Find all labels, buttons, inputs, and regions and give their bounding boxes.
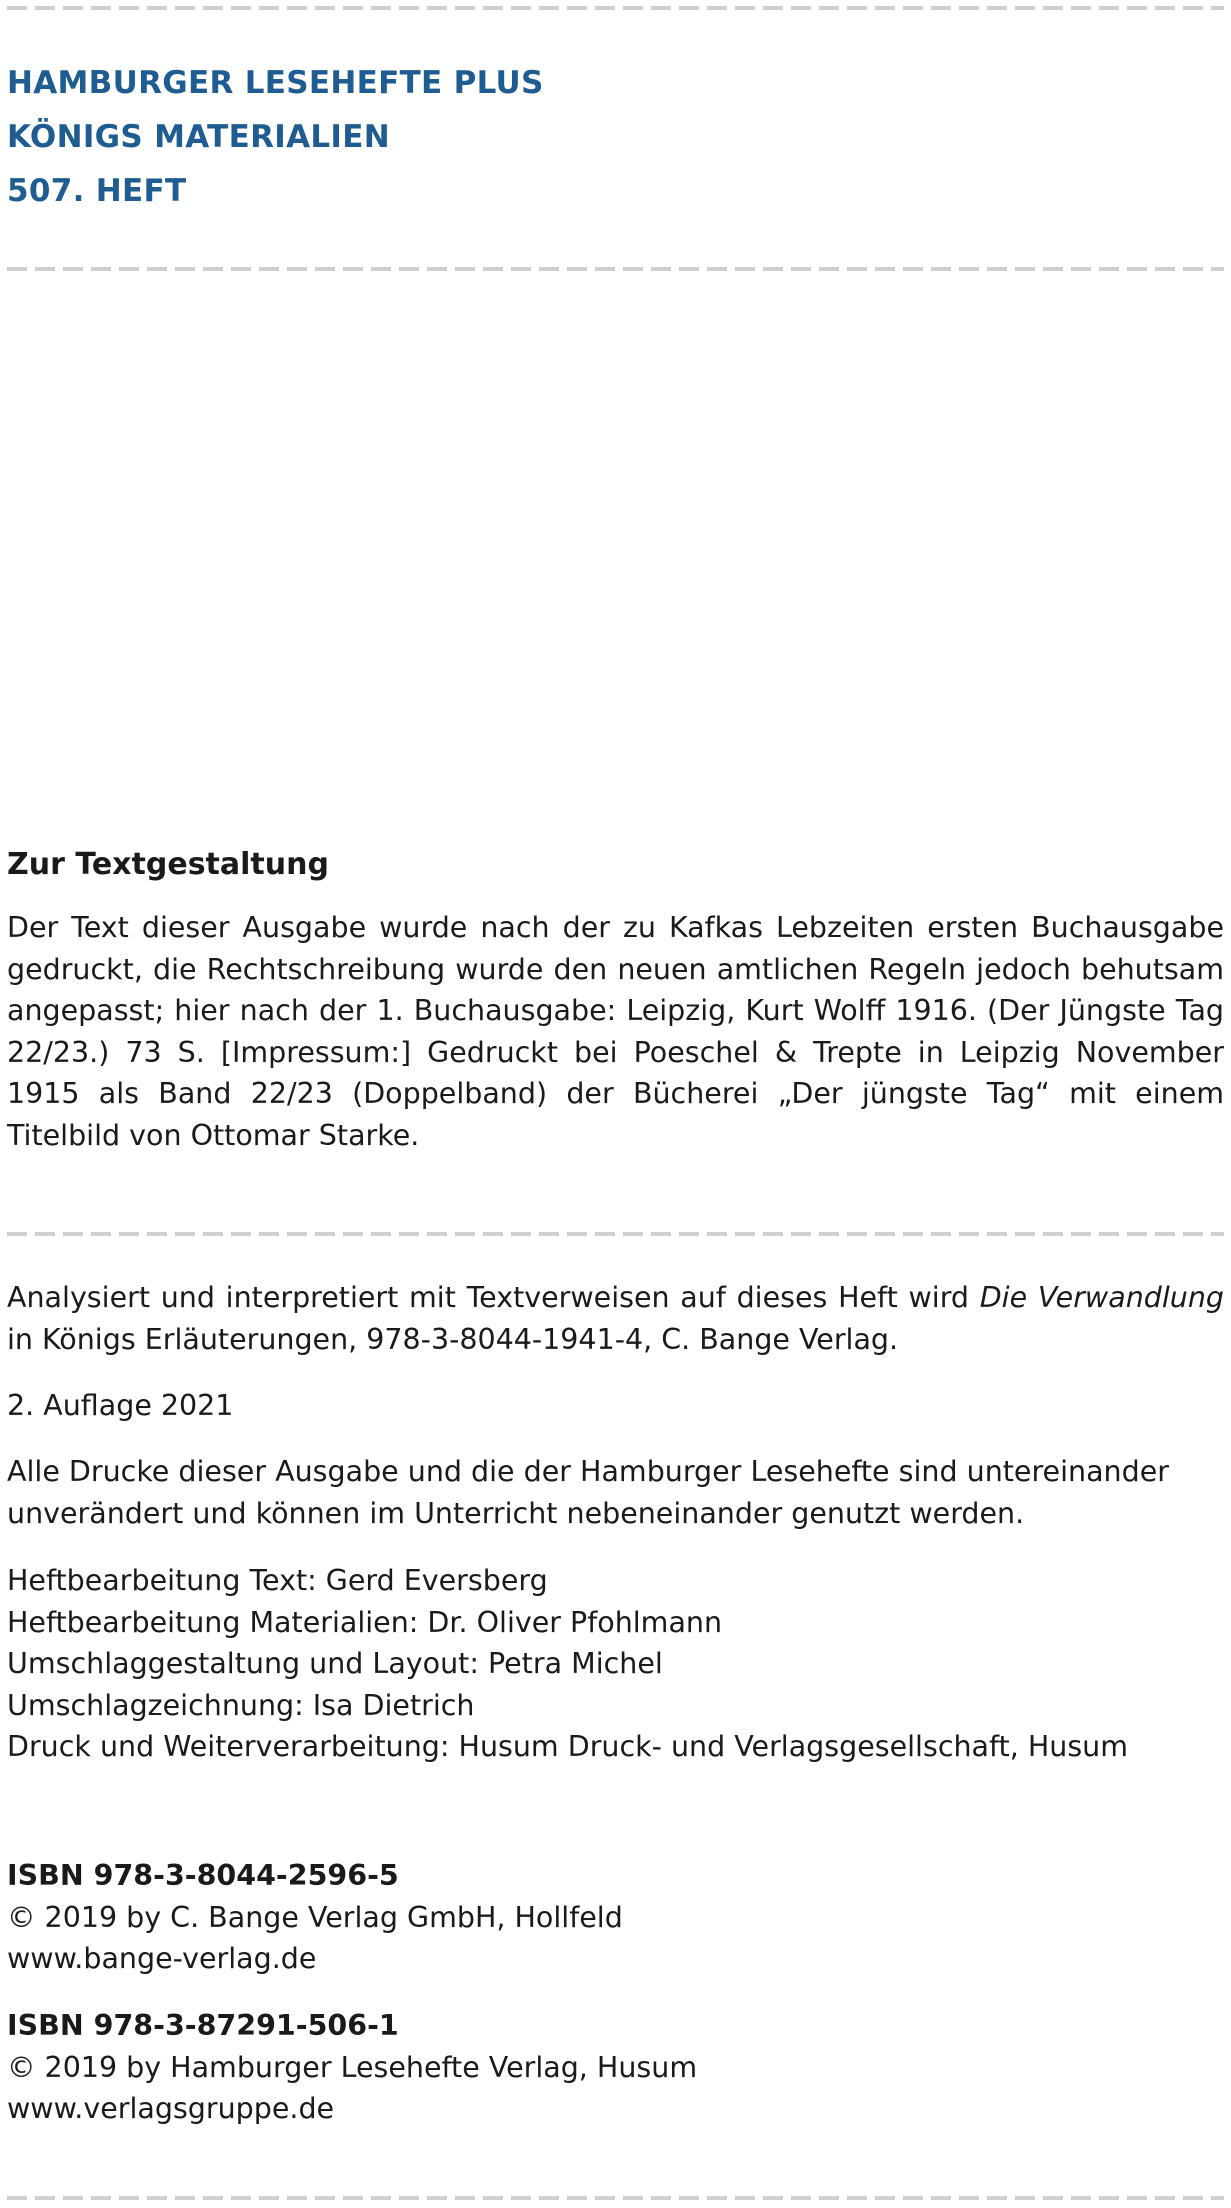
middle-divider — [7, 1232, 1224, 1236]
textgestaltung-section — [7, 845, 1224, 1156]
copyright-hamburger: © 2019 by Hamburger Lesehefte Verlag, Husum — [7, 2050, 698, 2084]
series-line-3: 507. HEFT — [7, 173, 187, 209]
bottom-divider — [7, 2196, 1224, 2200]
analysis-reference: in Königs Erläuterungen, 978-3-8044-1941-4, C. Bange Verlag. — [7, 1322, 899, 1356]
isbn-bange-block — [7, 1855, 1224, 1980]
textgestaltung-body: Der Text dieser Ausgabe wurde nach der zu Kafkas Lebzeiten ersten Buchausgabe gedruckt, die Rechtschreibung wurde den neuen amtlichen Regeln jedoch behutsam angepasst; hier nach der 1. Buchausgabe: Leipzig, Kurt Wolff 1916. (Der Jüngste Tag 22/23.) 73 S. [Impressum:] Gedruckt bei Poeschel & Trepte in Leipzig November 1915 als Band 22/23 (Doppelband) der Bücherei „Der jüngste Tag“ mit einem Titelbild von Ottomar Starke. — [7, 911, 1224, 1152]
copyright-bange: © 2019 by C. Bange Verlag GmbH, Hollfeld — [7, 1900, 623, 1934]
edition-note: 2. Auflage 2021 — [7, 1389, 234, 1422]
credits-list — [7, 1560, 1224, 1768]
credit-line: Umschlaggestaltung und Layout: Petra Michel — [7, 1647, 663, 1680]
credit-line: Heftbearbeitung Text: Gerd Eversberg — [7, 1564, 548, 1597]
series-title — [7, 56, 544, 218]
url-bange: www.bange-verlag.de — [7, 1942, 317, 1975]
textgestaltung-heading: Zur Textgestaltung — [7, 847, 329, 882]
analysis-note — [7, 1277, 1224, 1360]
series-line-2: KÖNIGS MATERIALIEN — [7, 119, 390, 155]
analysis-title: Die Verwandlung — [979, 1281, 1224, 1314]
isbn-hamburger: ISBN 978-3-87291-506-1 — [7, 2009, 399, 2042]
isbn-bange: ISBN 978-3-8044-2596-5 — [7, 1859, 399, 1892]
top-divider — [7, 6, 1224, 10]
print-note — [7, 1451, 1224, 1534]
series-divider — [7, 267, 1224, 271]
url-hamburger: www.verlagsgruppe.de — [7, 2092, 335, 2125]
credit-line: Umschlagzeichnung: Isa Dietrich — [7, 1688, 475, 1722]
isbn-hamburger-block — [7, 2005, 1224, 2130]
series-line-1: HAMBURGER LESEHEFTE PLUS — [7, 65, 544, 101]
print-note-text: Alle Drucke dieser Ausgabe und die der Hamburger Lesehefte sind untereinander unverändert und können im Unterricht nebeneinander genutzt werden. — [7, 1455, 1169, 1530]
credit-line: Heftbearbeitung Materialien: Dr. Oliver Pfohlmann — [7, 1605, 723, 1639]
credit-line: Druck und Weiterverarbeitung: Husum Druck- und Verlagsgesellschaft, Husum — [7, 1730, 1129, 1763]
analysis-text: Analysiert und interpretiert mit Textverweisen auf dieses Heft wird — [7, 1281, 980, 1314]
